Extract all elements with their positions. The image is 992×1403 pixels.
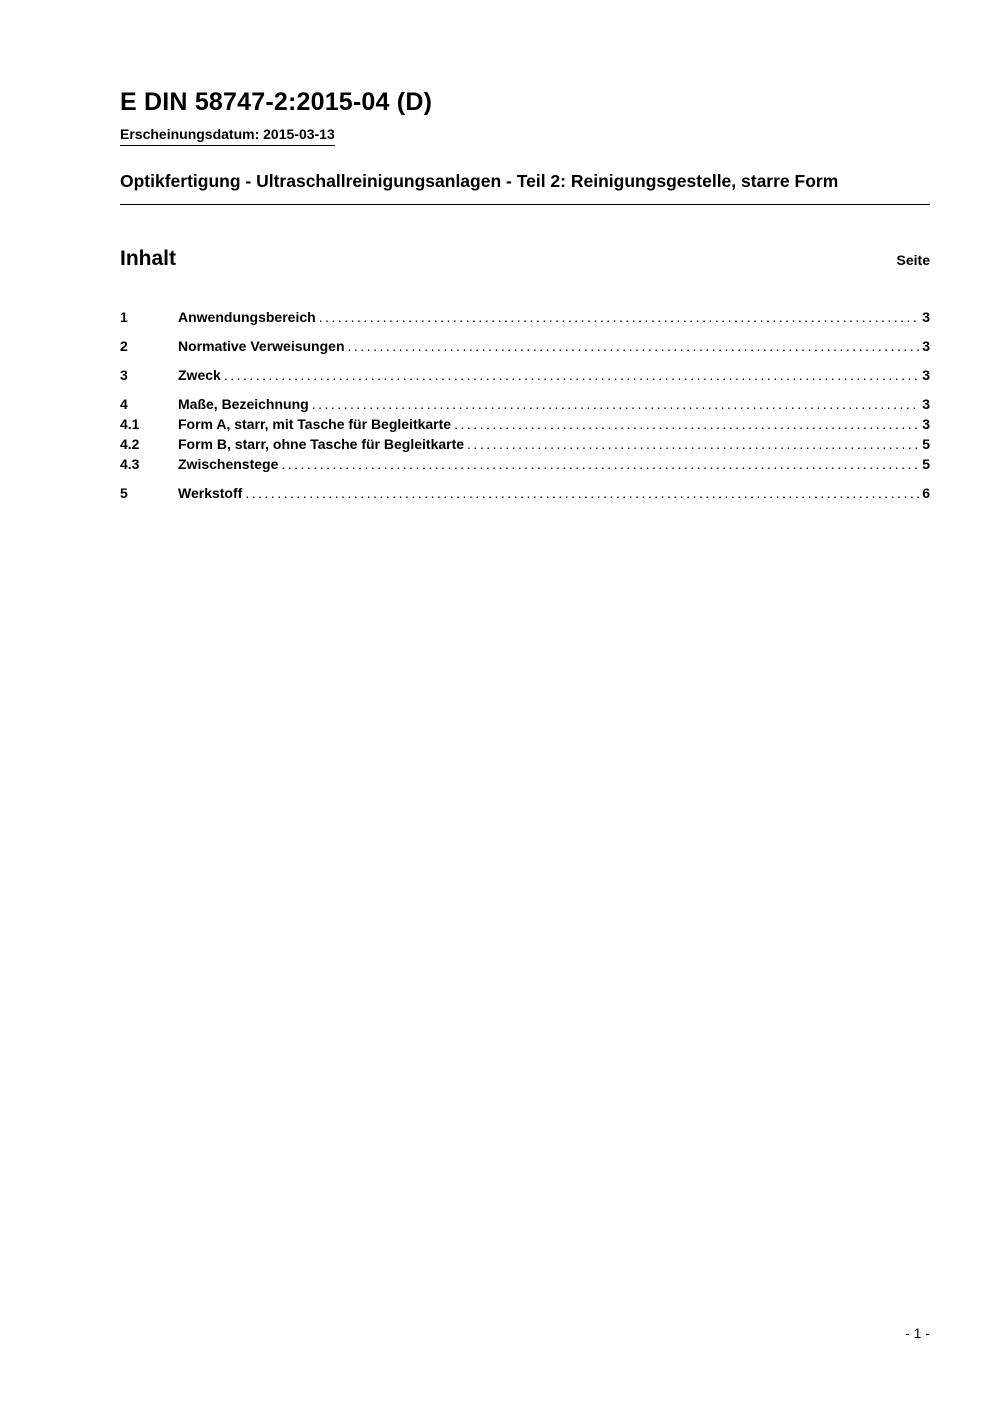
toc-list (120, 307, 930, 503)
toc-entry-number: 2 (120, 337, 128, 354)
toc-dot-leader (454, 414, 920, 434)
toc-entry-page: 3 (922, 415, 930, 432)
toc-entry-title: Maße, Bezeichnung (178, 395, 309, 412)
toc-entry-title: Form B, starr, ohne Tasche für Begleitkarte (178, 435, 465, 452)
toc-entry-number: 3 (120, 366, 128, 383)
toc-entry-number: 1 (120, 308, 128, 325)
toc-entry-title: Form A, starr, mit Tasche für Begleitkarte (178, 415, 452, 432)
toc-row (120, 483, 930, 503)
release-date-label: Erscheinungsdatum: 2015-03-13 (120, 126, 335, 146)
toc-entry-title: Anwendungsbereich (178, 308, 316, 325)
document-id-heading: E DIN 58747-2:2015-04 (D) (120, 88, 433, 116)
toc-row (120, 454, 930, 474)
toc-row (120, 307, 930, 327)
toc-row (120, 365, 930, 385)
toc-entry-title: Zweck (178, 366, 221, 383)
toc-dot-leader (312, 394, 921, 414)
toc-dot-leader (319, 307, 921, 327)
toc-entry-number: 4 (120, 395, 128, 412)
toc-row (120, 414, 930, 434)
toc-entry-page: 5 (922, 435, 930, 452)
toc-entry-number: 4.2 (120, 435, 140, 452)
page-content (0, 0, 992, 503)
toc-page-column-label: Seite (896, 251, 930, 268)
toc-entry-page: 3 (922, 395, 930, 412)
toc-entry-number: 4.1 (120, 415, 140, 432)
toc-entry-page: 3 (922, 366, 930, 383)
toc-dot-leader (281, 454, 920, 474)
toc-dot-leader (348, 336, 921, 356)
toc-entry-title: Zwischenstege (178, 455, 279, 472)
toc-entry-page: 3 (922, 337, 930, 354)
toc-heading: Inhalt (120, 246, 176, 270)
toc-entry-title: Werkstoff (178, 484, 243, 501)
footer-page-number: - 1 - (905, 1325, 930, 1341)
toc-dot-leader (224, 365, 920, 385)
toc-dot-leader (467, 434, 920, 454)
toc-header (120, 247, 930, 271)
toc-row (120, 434, 930, 454)
release-date-block (120, 117, 930, 146)
toc-entry-title: Normative Verweisungen (178, 337, 345, 354)
toc-entry-page: 3 (922, 308, 930, 325)
toc-dot-leader (245, 483, 920, 503)
toc-entry-number: 4.3 (120, 455, 140, 472)
toc-row (120, 336, 930, 356)
toc-entry-number: 5 (120, 484, 128, 501)
toc-row (120, 394, 930, 414)
document-title: Optikfertigung - Ultraschallreinigungsanlagen - Teil 2: Reinigungsgestelle, starre Form (120, 170, 930, 205)
toc-entry-page: 6 (922, 484, 930, 501)
toc-entry-page: 5 (922, 455, 930, 472)
